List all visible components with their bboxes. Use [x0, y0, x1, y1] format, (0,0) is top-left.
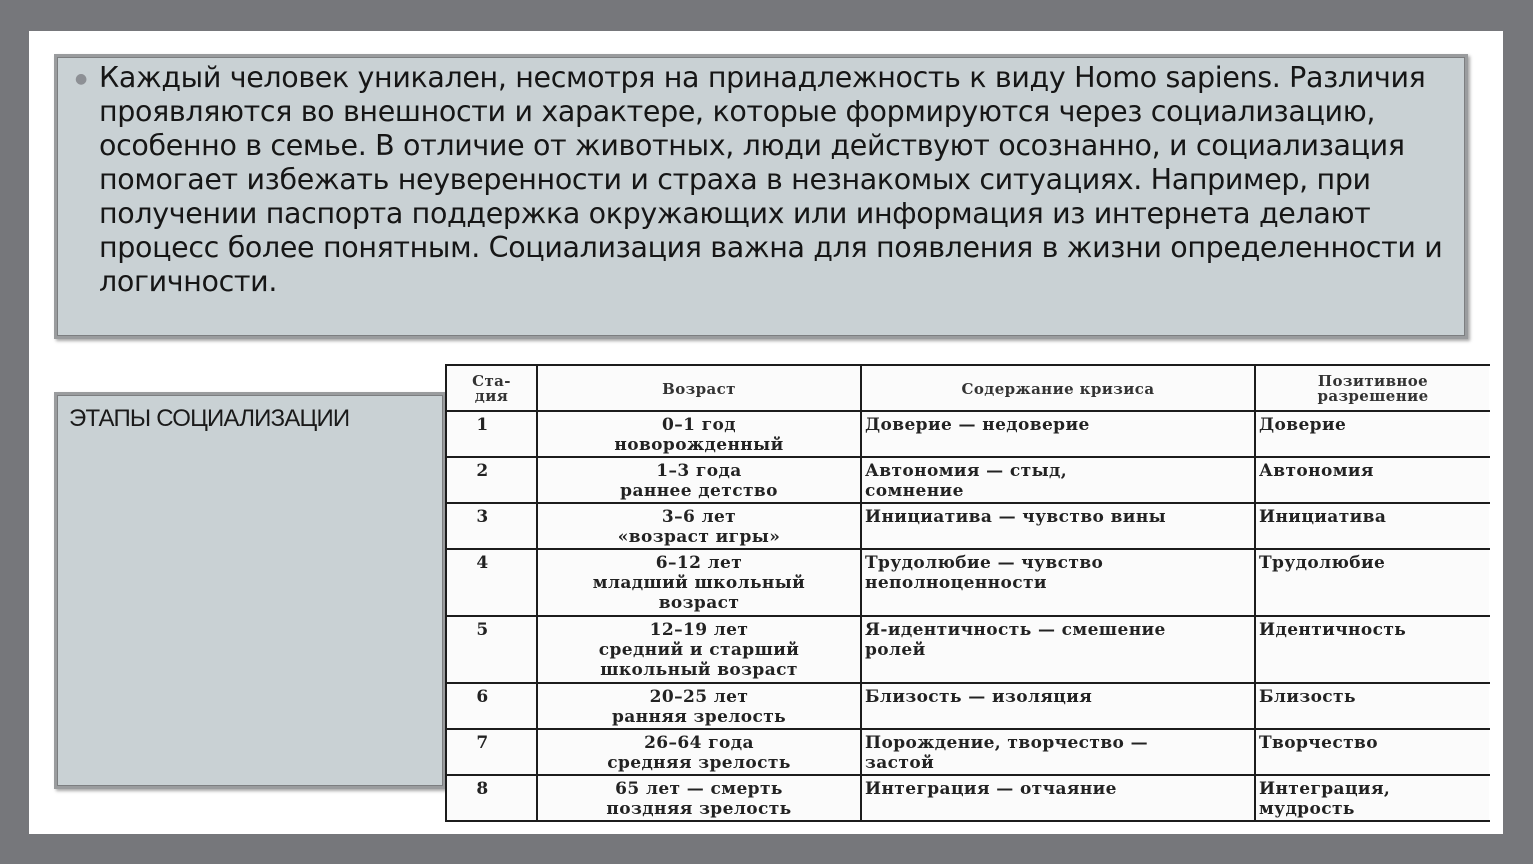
cell-resolution: Идентичность	[1255, 616, 1490, 683]
cell-age: 26–64 года средняя зрелость	[537, 729, 861, 775]
cell-resolution: Трудолюбие	[1255, 549, 1490, 616]
cell-stage: 8	[446, 775, 537, 821]
bullet-icon: ●	[75, 71, 88, 87]
table-row	[446, 503, 1490, 549]
table-row	[446, 457, 1490, 503]
cell-resolution: Интеграция, мудрость	[1255, 775, 1490, 821]
cell-crisis: Близость — изоляция	[861, 683, 1255, 729]
table-header-row	[446, 365, 1490, 411]
cell-crisis: Инициатива — чувство вины	[861, 503, 1255, 549]
cell-stage: 2	[446, 457, 537, 503]
cell-age: 1–3 года раннее детство	[537, 457, 861, 503]
text-placeholder[interactable]	[54, 54, 1468, 339]
slide	[29, 31, 1503, 834]
table-row	[446, 616, 1490, 683]
cell-stage: 5	[446, 616, 537, 683]
cell-stage: 1	[446, 411, 537, 457]
cell-age: 0–1 год новорожденный	[537, 411, 861, 457]
cell-age: 65 лет — смерть поздняя зрелость	[537, 775, 861, 821]
body-paragraph: Каждый человек уникален, несмотря на принадлежность к виду Homo sapiens. Различия проявляются во внешности и характере, которые формируются через социализацию, особенно в семье. В отличие от животных, люди действуют осознанно, и социализация помогает избежать неуверенности и страха в незнакомых ситуациях. Например, при получении паспорта поддержка окружающих или информация из интернета делают процесс более понятным. Социализация важна для появления в жизни определенности и логичности.	[99, 61, 1443, 298]
cell-age: 6–12 лет младший школьный возраст	[537, 549, 861, 616]
cell-stage: 7	[446, 729, 537, 775]
socialization-stages-table	[445, 364, 1489, 822]
stages-title: ЭТАПЫ СОЦИАЛИЗАЦИИ	[69, 405, 350, 432]
cell-age: 12–19 лет средний и старший школьный возраст	[537, 616, 861, 683]
table-row	[446, 775, 1490, 821]
header-crisis: Содержание кризиса	[861, 365, 1255, 411]
header-stage: Ста- дия	[446, 365, 537, 411]
table-body	[446, 411, 1490, 821]
cell-crisis: Я-идентичность — смешение ролей	[861, 616, 1255, 683]
cell-stage: 3	[446, 503, 537, 549]
cell-age: 3–6 лет «возраст игры»	[537, 503, 861, 549]
cell-resolution: Доверие	[1255, 411, 1490, 457]
stages-placeholder[interactable]	[54, 392, 446, 789]
cell-resolution: Инициатива	[1255, 503, 1490, 549]
table-row	[446, 729, 1490, 775]
cell-crisis: Автономия — стыд, сомнение	[861, 457, 1255, 503]
table-row	[446, 683, 1490, 729]
header-age: Возраст	[537, 365, 861, 411]
cell-stage: 4	[446, 549, 537, 616]
cell-crisis: Трудолюбие — чувство неполноценности	[861, 549, 1255, 616]
cell-age: 20–25 лет ранняя зрелость	[537, 683, 861, 729]
stages-table	[445, 364, 1490, 822]
table-row	[446, 411, 1490, 457]
cell-stage: 6	[446, 683, 537, 729]
cell-crisis: Интеграция — отчаяние	[861, 775, 1255, 821]
cell-resolution: Автономия	[1255, 457, 1490, 503]
cell-crisis: Доверие — недоверие	[861, 411, 1255, 457]
cell-resolution: Близость	[1255, 683, 1490, 729]
cell-crisis: Порождение, творчество — застой	[861, 729, 1255, 775]
header-resolution: Позитивное разрешение	[1255, 365, 1490, 411]
table-row	[446, 549, 1490, 616]
cell-resolution: Творчество	[1255, 729, 1490, 775]
